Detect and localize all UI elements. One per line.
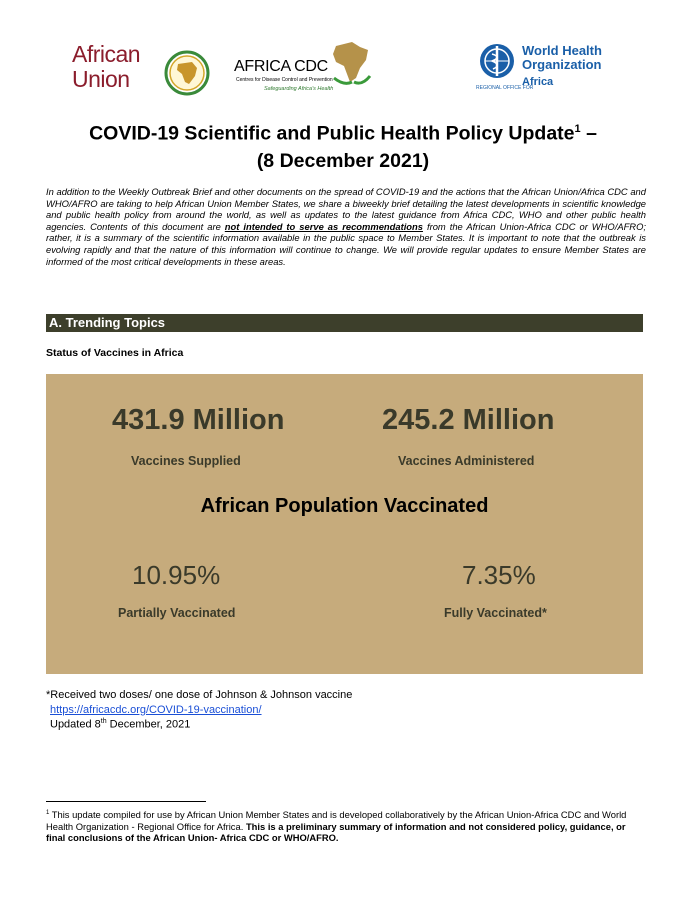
- who-logo-line1: World Health: [522, 43, 602, 58]
- updated-date: Updated 8th December, 2021: [50, 718, 191, 731]
- who-emblem-icon: [476, 40, 518, 82]
- cdc-logo-title: AFRICA CDC: [234, 58, 328, 75]
- title-line2: (8 December 2021): [256, 149, 430, 172]
- vaccination-link[interactable]: https://africacdc.org/COVID-19-vaccination/: [50, 704, 262, 716]
- title-line1: COVID-19 Scientific and Public Health Policy Update: [89, 122, 575, 145]
- population-vaccinated-heading: African Population Vaccinated: [200, 495, 489, 517]
- partially-vaccinated-value: 10.95%: [132, 560, 221, 590]
- cdc-logo-tagline: Safeguarding Africa's Health: [264, 86, 334, 92]
- vaccines-administered-label: Vaccines Administered: [398, 454, 535, 468]
- africa-map-icon: [330, 38, 374, 86]
- title-dash: –: [580, 122, 597, 145]
- fully-vaccinated-value: 7.35%: [462, 560, 536, 590]
- vaccines-supplied-value: 431.9 Million: [112, 404, 285, 436]
- footnote: $^1$ This update compiled for use by African Union Member States and is developed collaboratively by the African Union-Africa CDC and World Health Organization - Regional Office for Africa. This is a preliminary summary of information and not considered policy, guidance, or final conclusions of the African Union- Africa CDC or WHO/AFRO.: [46, 809, 627, 844]
- vaccine-status-heading: Status of Vaccines in Africa: [46, 347, 184, 359]
- intro-paragraph: In addition to the Weekly Outbreak Brief and other documents on the spread of COVID-19 and the actions that the African Union/Africa CDC and WHO/AFRO are taking to help African Union Member States, we share a biweekly brief detailing the latest developments in scientific knowledge and public health policy from around the world, as well as updates to the latest guidance from Africa CDC, WHO and other public health agencies. Contents of this document are not intended to serve as recommendations from the African Union-Africa CDC or WHO/AFRO; rather, it is a summary of the scientific information available in the public space to Member States. It is important to note that the outbreak is evolving rapidly and that the nature of this information will continue to change. We will provide regular updates to ensure Member States are informed of the most critical developments in these areas.: [46, 186, 646, 267]
- title-footnote-mark: 1: [574, 123, 581, 135]
- fully-vaccinated-label: Fully Vaccinated*: [444, 606, 547, 620]
- who-logo-line2: Organization: [522, 57, 602, 72]
- intro-emphasis: not intended to serve as recommendations: [224, 220, 423, 232]
- footnote-bold: This is a preliminary summary of information and not considered policy, guidance, or final conclusions of the African Union- Africa CDC or WHO/AFRO.: [46, 820, 626, 844]
- partially-vaccinated-label: Partially Vaccinated: [118, 606, 236, 620]
- africa-cdc-logo: [234, 36, 384, 98]
- footnote-mark: 1: [46, 810, 50, 816]
- asterisk-note: *Received two doses/ one dose of Johnson & Johnson vaccine: [46, 689, 353, 701]
- section-label: A. Trending Topics: [49, 315, 166, 330]
- who-afro-logo: [476, 40, 616, 95]
- logo-bar: [0, 32, 686, 102]
- who-logo-africa: Africa: [522, 76, 554, 88]
- footnote-divider: [46, 801, 206, 802]
- vaccines-supplied-label: Vaccines Supplied: [131, 454, 241, 468]
- page-title: [0, 116, 686, 175]
- vaccines-administered-value: 245.2 Million: [382, 404, 555, 436]
- cdc-logo-subtitle: Centres for Disease Control and Prevention: [236, 77, 333, 83]
- au-emblem-icon: [164, 50, 210, 96]
- section-header-trending-topics: [46, 314, 643, 332]
- au-logo-line1: African: [72, 41, 141, 67]
- african-union-logo: [72, 42, 192, 102]
- vaccine-stats-panel: [46, 374, 643, 674]
- au-logo-line2: Union: [72, 66, 130, 92]
- who-logo-regional: REGIONAL OFFICE FOR: [476, 85, 534, 91]
